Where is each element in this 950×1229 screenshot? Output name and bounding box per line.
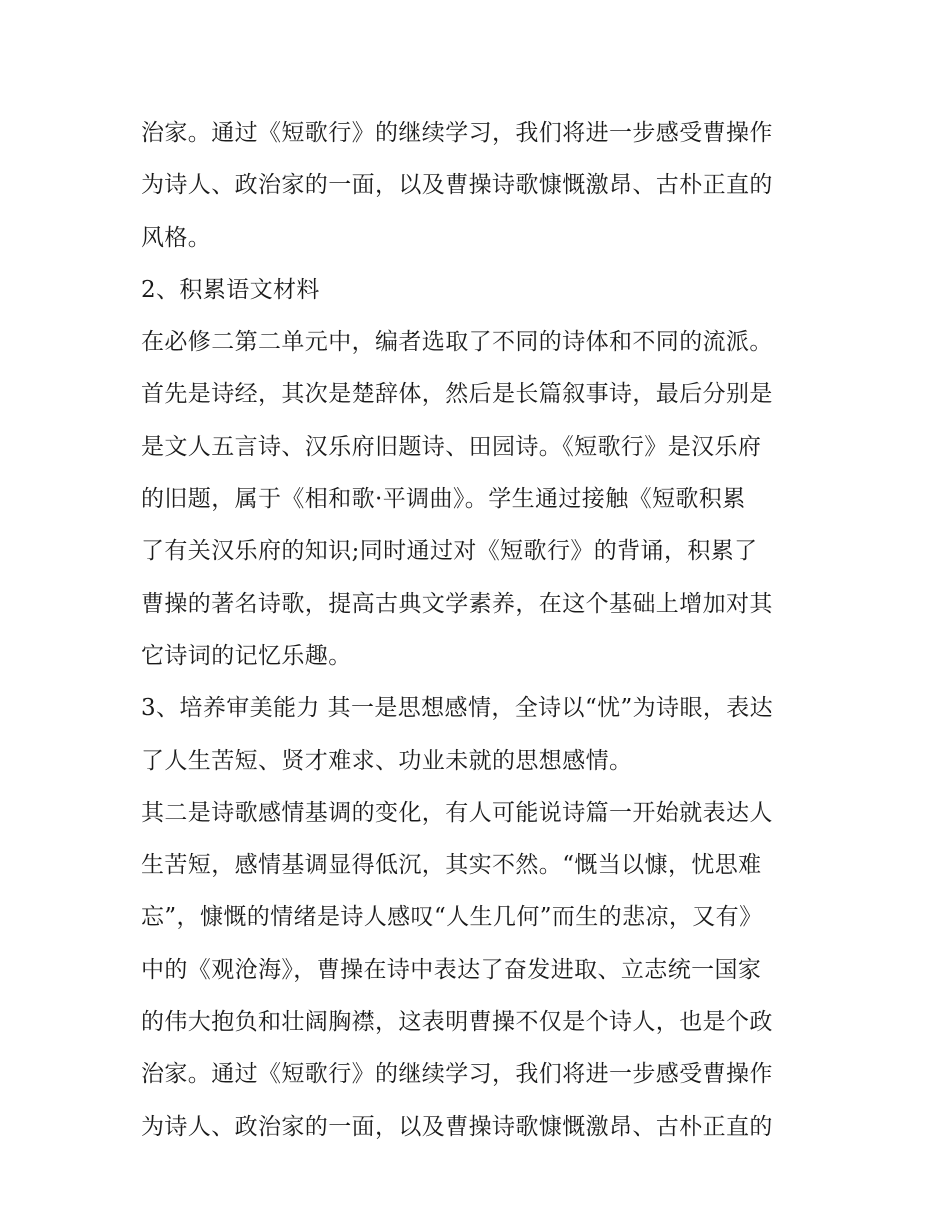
text-line: 治家。通过《短歌行》的继续学习，我们将进一步感受曹操作 <box>141 120 773 146</box>
text-line: 风格。 <box>141 224 212 251</box>
text-line: 了有关汉乐府的知识;同时通过对《短歌行》的背诵，积累了 <box>141 538 758 565</box>
text-line: 为诗人、政治家的一面，以及曹操诗歌慷慨激昂、古朴正直的 <box>141 1113 773 1140</box>
text-line: 治家。通过《短歌行》的继续学习，我们将进一步感受曹操作 <box>141 1061 773 1088</box>
text-line: 的伟大抱负和壮阔胸襟，这表明曹操不仅是个诗人，也是个政 <box>141 1009 773 1036</box>
text-line: 其二是诗歌感情基调的变化，有人可能说诗篇一开始就表达人 <box>141 799 773 826</box>
text-line: 在必修二第二单元中，编者选取了不同的诗体和不同的流派。 <box>141 329 773 356</box>
text-line: 忘”，慷慨的情绪是诗人感叹“人生几何”而生的悲凉，又有》 <box>141 904 763 931</box>
text-line: 中的《观沧海》，曹操在诗中表达了奋发进取、立志统一国家 <box>141 956 762 983</box>
text-line: 是文人五言诗、汉乐府旧题诗、田园诗。《短歌行》是汉乐府 <box>141 433 762 460</box>
text-line: 首先是诗经，其次是楚辞体，然后是长篇叙事诗，最后分别是 <box>141 381 773 408</box>
text-line: 的旧题，属于《相和歌·平调曲》。学生通过接触《短歌积累 <box>141 486 746 513</box>
section-heading: 3、培养审美能力 其一是思想感情，全诗以“忧”为诗眼，表达 <box>141 695 774 722</box>
text-line: 生苦短，感情基调显得低沉，其实不然。“慨当以慷，忧思难 <box>141 852 762 879</box>
section-heading: 2、积累语文材料 <box>141 276 320 303</box>
text-line: 曹操的著名诗歌，提高古典文学素养，在这个基础上增加对其 <box>141 590 773 617</box>
text-line: 了人生苦短、贤才难求、功业未就的思想感情。 <box>141 747 633 774</box>
document-body <box>141 107 821 1153</box>
text-line: 为诗人、政治家的一面，以及曹操诗歌慷慨激昂、古朴正直的 <box>141 172 773 199</box>
text-line: 它诗词的记忆乐趣。 <box>141 642 352 669</box>
